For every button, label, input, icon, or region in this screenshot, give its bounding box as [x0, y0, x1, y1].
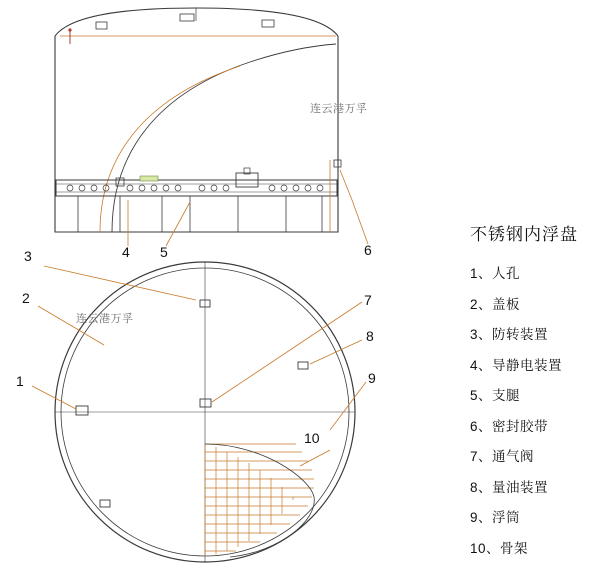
callout-4: 4: [122, 244, 130, 260]
callout-2: 2: [22, 290, 30, 306]
legend-item-8: 8、量油装置: [470, 479, 549, 495]
legend-item-3: 3、防转装置: [470, 327, 549, 342]
legend-item-1: 1、人孔: [470, 266, 521, 281]
callout-5: 5: [160, 244, 168, 260]
floating-deck-plan-view: [32, 262, 366, 562]
legend-item-5: 5、支腿: [470, 388, 521, 403]
watermark-bottom: 连云港万孚: [76, 313, 134, 325]
legend-panel: [470, 220, 598, 572]
callout-10: 10: [304, 430, 320, 446]
callout-7: 7: [364, 292, 372, 308]
watermark-top: 连云港万孚: [310, 103, 368, 115]
callout-9: 9: [368, 370, 376, 386]
tank-elevation-view: [55, 8, 368, 246]
legend-title: 不锈钢内浮盘: [470, 225, 578, 244]
legend-item-2: 2、盖板: [470, 296, 521, 312]
legend-item-4: 4、导静电装置: [470, 357, 563, 373]
legend-item-7: 7、通气阀: [470, 449, 535, 464]
legend-item-9: 9、浮筒: [470, 510, 521, 525]
callout-6: 6: [364, 242, 372, 258]
callout-8: 8: [366, 328, 374, 344]
legend-item-6: 6、密封胶带: [470, 418, 549, 434]
callout-1: 1: [16, 373, 24, 389]
legend-item-10: 10、骨架: [470, 540, 529, 556]
callout-3: 3: [24, 248, 32, 264]
